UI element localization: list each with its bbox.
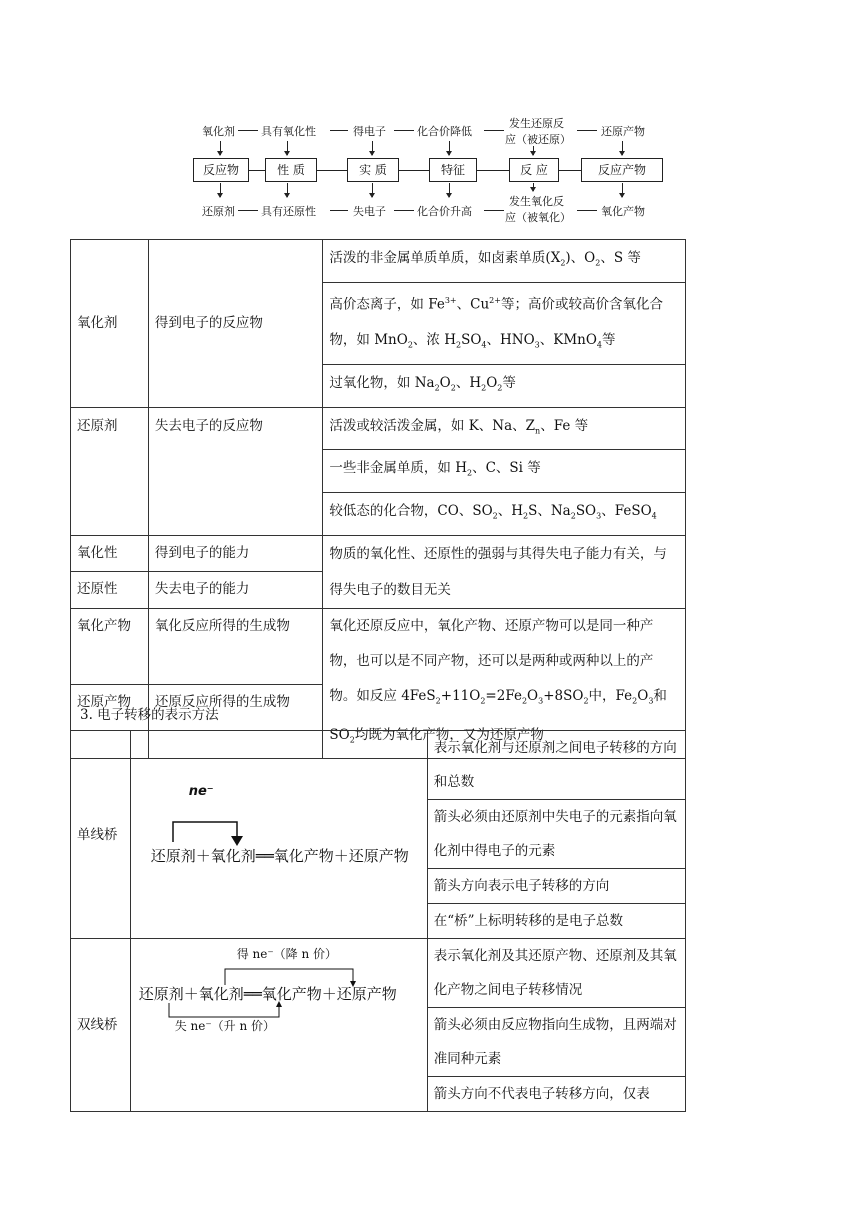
flow-connector [399, 170, 429, 171]
flow-connector [249, 170, 265, 171]
term-reducer: 还原剂 [71, 407, 149, 535]
def-reduction-product: 还原反应所得的生成物 [148, 684, 323, 758]
term-reducing-property: 还原性 [71, 572, 149, 609]
double-note-2: 箭头必须由反应物指向生成物，且两端对准同种元素 [427, 1008, 685, 1077]
single-bridge-arrow [131, 732, 427, 938]
down-arrow-icon [372, 183, 373, 197]
def-oxidizer: 得到电子的反应物 [148, 240, 323, 408]
reducer-example-1: 活泼或较活泼金属，如 K、Na、$Z_n$、Fe 等 [323, 407, 686, 450]
double-loss-label: 失 ne⁻（升 n 价） [174, 1019, 276, 1033]
oxidizer-example-2: 高价态离子，如 $Fe^{3+}$、$Cu^{2+}$等；高价或较高价含氧化合物，如 MnO$_2$、浓 $H_2SO_4$、$HNO_3$、KMnO$_4$等 [323, 282, 686, 364]
flow-bottom-reducer: 还原剂 [202, 205, 235, 218]
flow-top-valence-down: 化合价降低 [417, 125, 472, 138]
term-reduction-product: 还原产物 [71, 684, 149, 758]
def-reducing-property: 失去电子的能力 [148, 572, 323, 609]
flow-connector [330, 210, 348, 211]
down-arrow-icon [533, 146, 534, 155]
down-arrow-icon [622, 141, 623, 155]
oxidizer-example-3: 过氧化物，如 $Na_2O_2$、$H_2O_2$等 [323, 364, 686, 407]
flow-connector [238, 130, 258, 131]
flow-bottom-oxidation-product: 氧化产物 [601, 205, 645, 218]
flow-connector [577, 130, 597, 131]
single-note-1: 表示氧化剂与还原剂之间电子转移的方向和总数 [427, 731, 685, 800]
down-arrow-icon [533, 183, 534, 191]
redox-concepts-table [70, 239, 686, 759]
flow-connector [559, 170, 581, 171]
down-arrow-icon [449, 183, 450, 197]
flow-connector [477, 170, 509, 171]
def-oxidation-product: 氧化反应所得的生成物 [148, 608, 323, 684]
flow-connector [238, 210, 258, 211]
double-bridge-equation: 还原剂＋氧化剂══氧化产物＋还原产物 [138, 985, 397, 1003]
electron-transfer-table [70, 730, 686, 1112]
section-title: 3. 电子转移的表示方法 [80, 707, 219, 723]
flow-bottom-valence-up: 化合价升高 [417, 205, 472, 218]
double-note-1: 表示氧化剂及其还原产物、还原剂及其氧化产物之间电子转移情况 [427, 939, 685, 1008]
flow-box-reactant: 反应物 [193, 158, 249, 182]
flow-top-gain-electron: 得电子 [353, 125, 386, 138]
flow-bottom-oxidation-line2: 应（被氧化） [505, 211, 571, 224]
property-note: 物质的氧化性、还原性的强弱与其得失电子能力有关，与得失电子的数目无关 [323, 535, 686, 608]
single-bridge-label: ne⁻ [188, 783, 214, 799]
flow-bottom-reducing: 具有还原性 [261, 205, 316, 218]
product-note: 氧化还原反应中，氧化产物、还原产物可以是同一种产物，也可以是不同产物，还可以是两种或两种以上的产物。如反应 $4FeS_2+11O_2=2Fe_2O_3+8SO_2$中，$Fe_2O_3$和 $SO_2$均既为氧化产物，又为还原产物 [323, 608, 686, 758]
single-note-2: 箭头必须由还原剂中失电子的元素指向氧化剂中得电子的元素 [427, 800, 685, 869]
term-oxidizer: 氧化剂 [71, 240, 149, 408]
term-oxidation-product: 氧化产物 [71, 608, 149, 684]
single-bridge-equation: 还原剂＋氧化剂══氧化产物＋还原产物 [150, 846, 409, 865]
flow-connector [330, 130, 348, 131]
def-reducer: 失去电子的反应物 [148, 407, 323, 535]
double-bridge-name: 双线桥 [71, 939, 131, 1112]
down-arrow-icon [449, 141, 450, 155]
flow-top-oxidizer: 氧化剂 [202, 125, 235, 138]
oxidizer-example-1: 活泼的非金属单质单质，如卤素单质$(X_2)$、$O_2$、S 等 [323, 240, 686, 283]
single-note-3: 箭头方向表示电子转移的方向 [427, 869, 685, 904]
flow-connector [484, 130, 504, 131]
down-arrow-icon [372, 141, 373, 155]
flow-top-reduction-line1: 发生还原反 [509, 117, 564, 130]
flow-box-essence: 实 质 [347, 158, 399, 182]
down-arrow-icon [220, 141, 221, 155]
flow-connector [484, 210, 504, 211]
double-note-3: 箭头方向不代表电子转移方向，仅表 [427, 1077, 685, 1112]
flow-connector [394, 130, 414, 131]
down-arrow-icon [287, 141, 288, 155]
flow-box-property: 性 质 [265, 158, 317, 182]
double-bridge-diagram [130, 939, 427, 1112]
term-oxidizing-property: 氧化性 [71, 535, 149, 572]
down-arrow-icon [220, 183, 221, 197]
single-note-4: 在“桥”上标明转移的是电子总数 [427, 904, 685, 939]
flow-connector [394, 210, 414, 211]
single-bridge-diagram [130, 731, 427, 939]
flow-bottom-oxidation-line1: 发生氧化反 [509, 195, 564, 208]
flow-box-product: 反应产物 [581, 158, 663, 182]
double-gain-label: 得 ne⁻（降 n 价） [236, 947, 338, 961]
concept-flow-diagram [185, 113, 685, 225]
flow-bottom-lose-electron: 失电子 [353, 205, 386, 218]
reducer-example-3: 较低态的化合物，CO、$SO_2$、$H_2S$、$Na_2SO_3$、FeSO$_4$ [323, 492, 686, 535]
flow-box-reaction: 反 应 [509, 158, 559, 182]
single-bridge-name: 单线桥 [71, 731, 131, 939]
reducer-example-2: 一些非金属单质，如 $H_2$、C、Si 等 [323, 450, 686, 493]
def-oxidizing-property: 得到电子的能力 [148, 535, 323, 572]
down-arrow-icon [287, 183, 288, 197]
flow-top-reduction-product: 还原产物 [601, 125, 645, 138]
flow-connector [577, 210, 597, 211]
flow-top-oxidizing: 具有氧化性 [261, 125, 316, 138]
down-arrow-icon [622, 183, 623, 197]
flow-connector [317, 170, 347, 171]
flow-top-reduction-line2: 应（被还原） [505, 133, 571, 146]
flow-box-feature: 特征 [429, 158, 477, 182]
